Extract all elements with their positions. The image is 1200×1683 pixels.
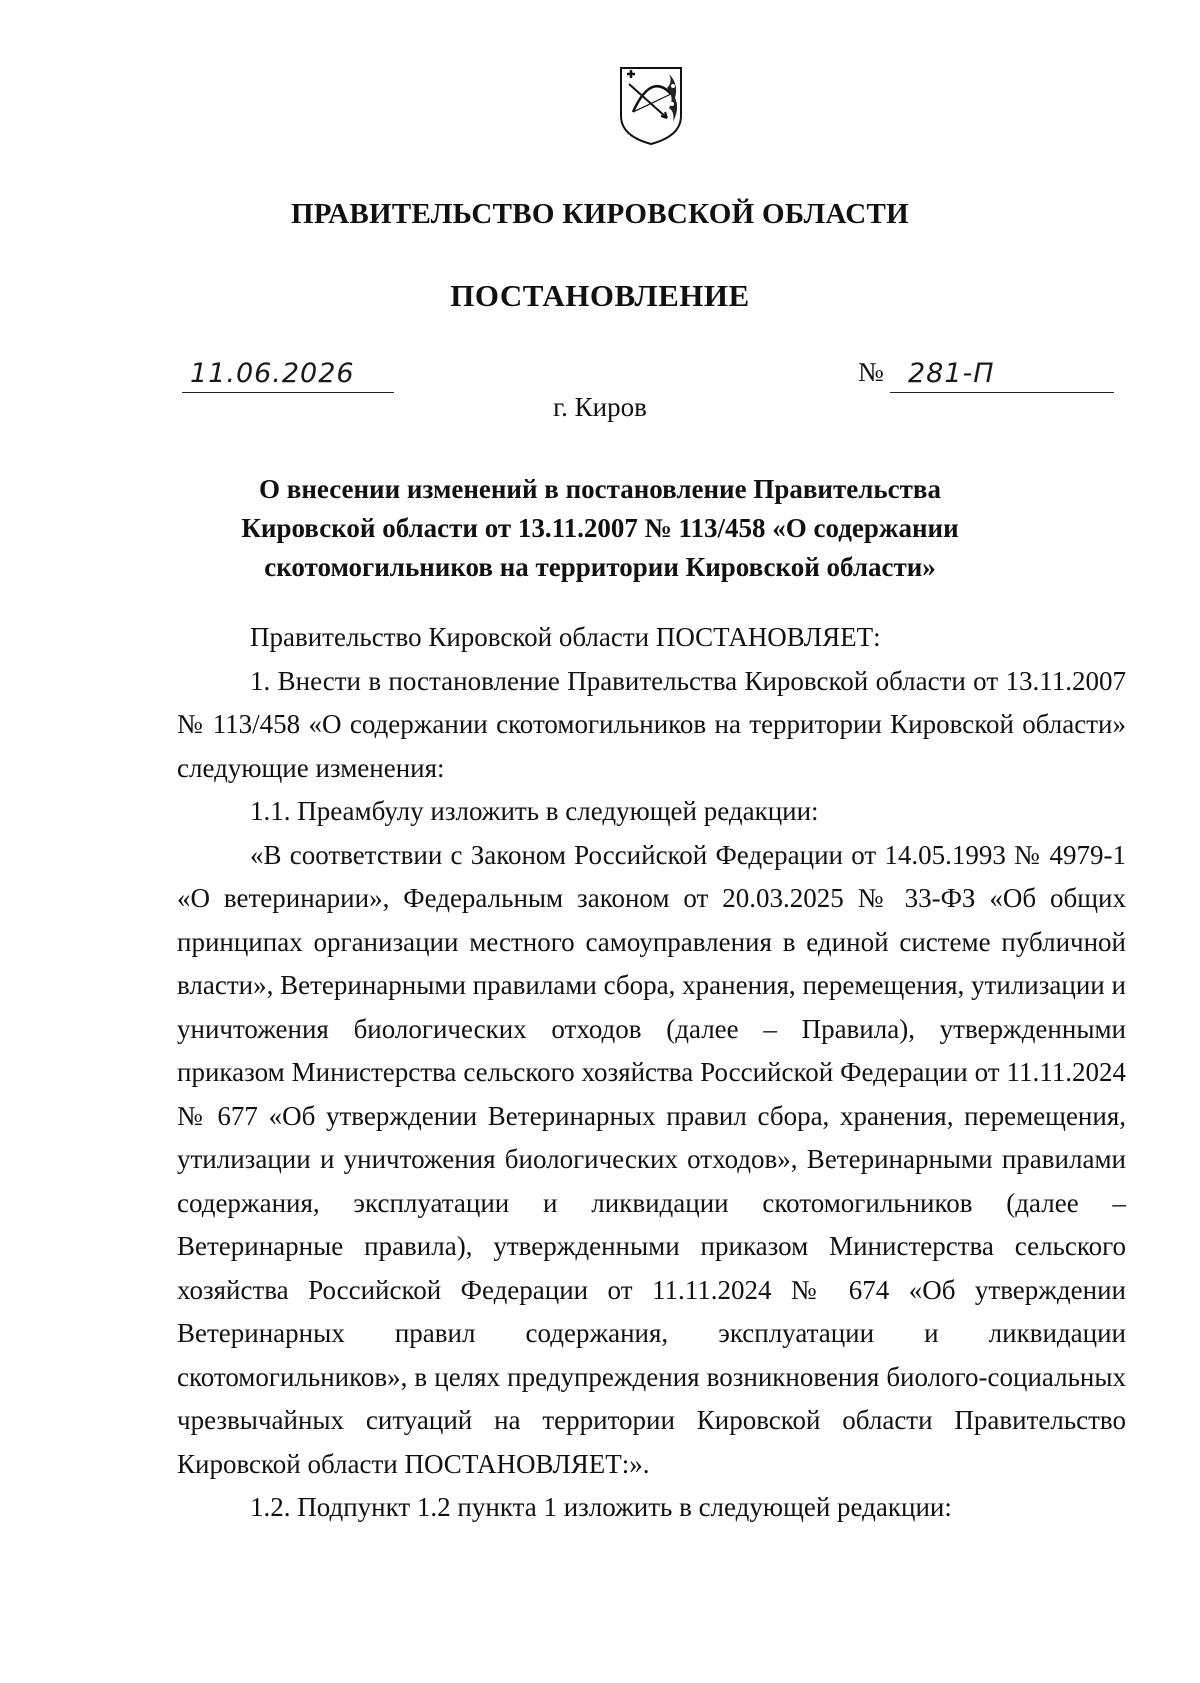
document-body [177, 616, 1126, 1530]
body-paragraph: «В соответствии с Законом Российской Федерации от 14.05.1993 № 4979-1 «О ветеринарии», Федеральным законом от 20.03.2025 № 33-ФЗ «Об общих принципах организации местного самоуправления в единой системе публичной власти», Ветеринарными правилами сбора, хранения, перемещения, утилизации и уничтожения биологических отходов (далее – Правила), утвержденными приказом Министерства сельского хозяйства Российской Федерации от 11.11.2024 № 677 «Об утверждении Ветеринарных правил сбора, хранения, перемещения, утилизации и уничтожения биологических отходов», Ветеринарными правилами содержания, эксплуатации и ликвидации скотомогильников (далее – Ветеринарные правила), утвержденными приказом Министерства сельского хозяйства Российской Федерации от 11.11.2024 № 674 «Об утверждении Ветеринарных правил содержания, эксплуатации и ликвидации скотомогильников», в целях предупреждения возникновения биолого-социальных чрезвычайных ситуаций на территории Кировской области Правительство Кировской области ПОСТАНОВЛЯЕТ:». [177, 839, 1126, 1479]
handwritten-number: 281-П [908, 358, 995, 389]
city-line: г. Киров [553, 392, 647, 422]
body-paragraph: Правительство Кировской области ПОСТАНОВЛЯЕТ: [250, 622, 881, 652]
body-paragraph: 1.1. Преамбулу изложить в следующей редакции: [250, 796, 819, 826]
document-type-heading: ПОСТАНОВЛЕНИЕ [450, 278, 750, 313]
number-field [890, 358, 1114, 393]
government-title: ПРАВИТЕЛЬСТВО КИРОВСКОЙ ОБЛАСТИ [290, 198, 910, 230]
document-subject: О внесении изменений в постановление Правительства Кировской области от 13.11.2007 № 113/458 «О содержании скотомогильников на территории Кировской области» [241, 474, 959, 582]
date-field [182, 358, 394, 393]
number-label: № [858, 357, 884, 387]
handwritten-date: 11.06.2026 [190, 358, 355, 389]
kirov-oblast-coat-of-arms-icon [617, 64, 685, 148]
body-paragraph: 1. Внести в постановление Правительства Кировской области от 13.11.2007 № 113/458 «О содержании скотомогильников на территории Кировской области» следующие изменения: [177, 665, 1126, 783]
body-paragraph: 1.2. Подпункт 1.2 пункта 1 изложить в следующей редакции: [250, 1492, 952, 1522]
